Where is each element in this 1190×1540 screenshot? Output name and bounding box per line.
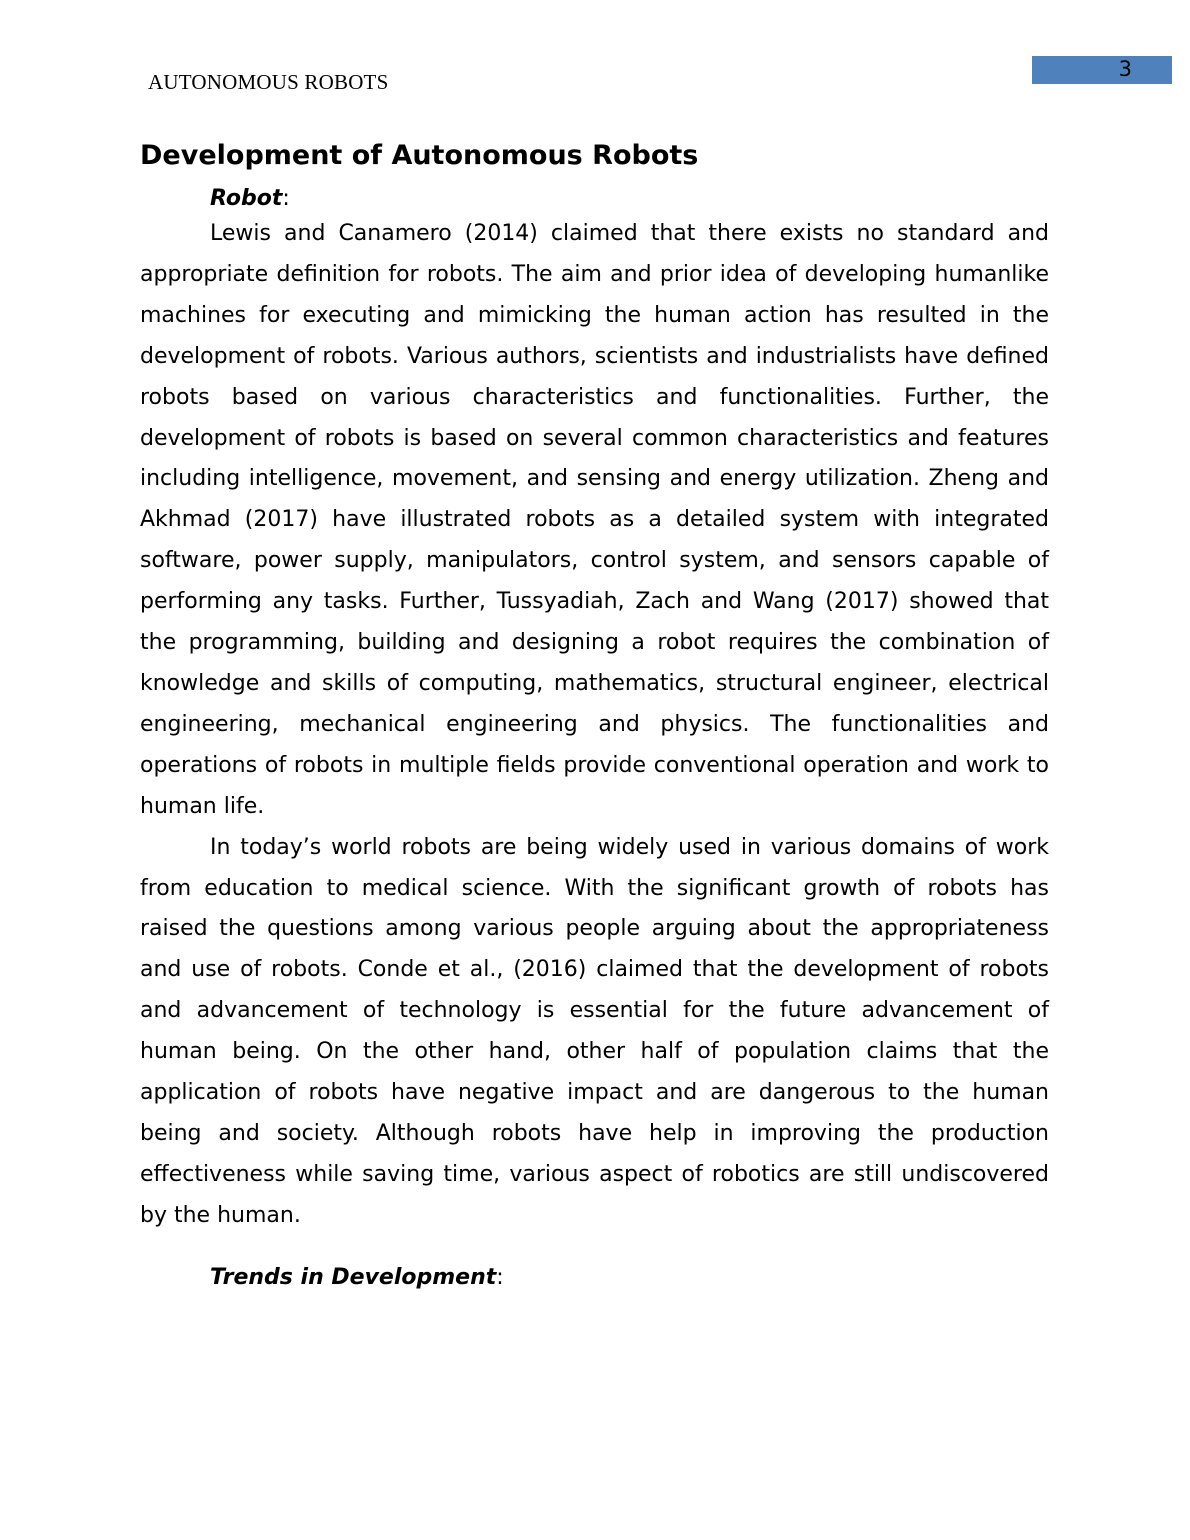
document-title: Development of Autonomous Robots [140,140,699,171]
subheading-trends-label: Trends in Development [210,1264,497,1290]
page-number-box [1032,56,1172,84]
subheading-robot [210,184,1049,214]
document-body [140,138,1049,1293]
subheading-trends [210,1263,1049,1293]
page-number: 3 [1118,57,1132,81]
running-head: AUTONOMOUS ROBOTS [148,70,389,94]
subheading-robot-label: Robot [210,186,283,211]
paragraph-usage: In today’s world robots are being widely used in various domains of work from education to medical science. With the significant growth of robots has raised the questions among various people arguing about the appropriateness and use of robots. Conde et al., (2016) claimed that the development of robots and advancement of technology is essential for the future advancement of human being. On the other hand, other half of population claims that the application of robots have negative impact and are dangerous to the human being and society. Although robots have help in improving the production effectiveness while saving time, various aspect of robotics are still undiscovered by the human. [140,834,1049,1228]
subheading-trends-colon: : [496,1264,504,1290]
subheading-robot-colon: : [282,186,290,211]
paragraph-definition: Lewis and Canamero (2014) claimed that there exists no standard and appropriate definition for robots. The aim and prior idea of developing humanlike machines for executing and mimicking the human action has resulted in the development of robots. Various authors, scientists and industrialists have defined robots based on various characteristics and functionalities. Further, the development of robots is based on several common characteristics and features including intelligence, movement, and sensing and energy utilization. Zheng and Akhmad (2017) have illustrated robots as a detailed system with integrated software, power supply, manipulators, control system, and sensors capable of performing any tasks. Further, Tussyadiah, Zach and Wang (2017) showed that the programming, building and designing a robot requires the combination of knowledge and skills of computing, mathematics, structural engineer, electrical engineering, mechanical engineering and physics. The functionalities and operations of robots in multiple fields provide conventional operation and work to human life. [140,221,1049,819]
